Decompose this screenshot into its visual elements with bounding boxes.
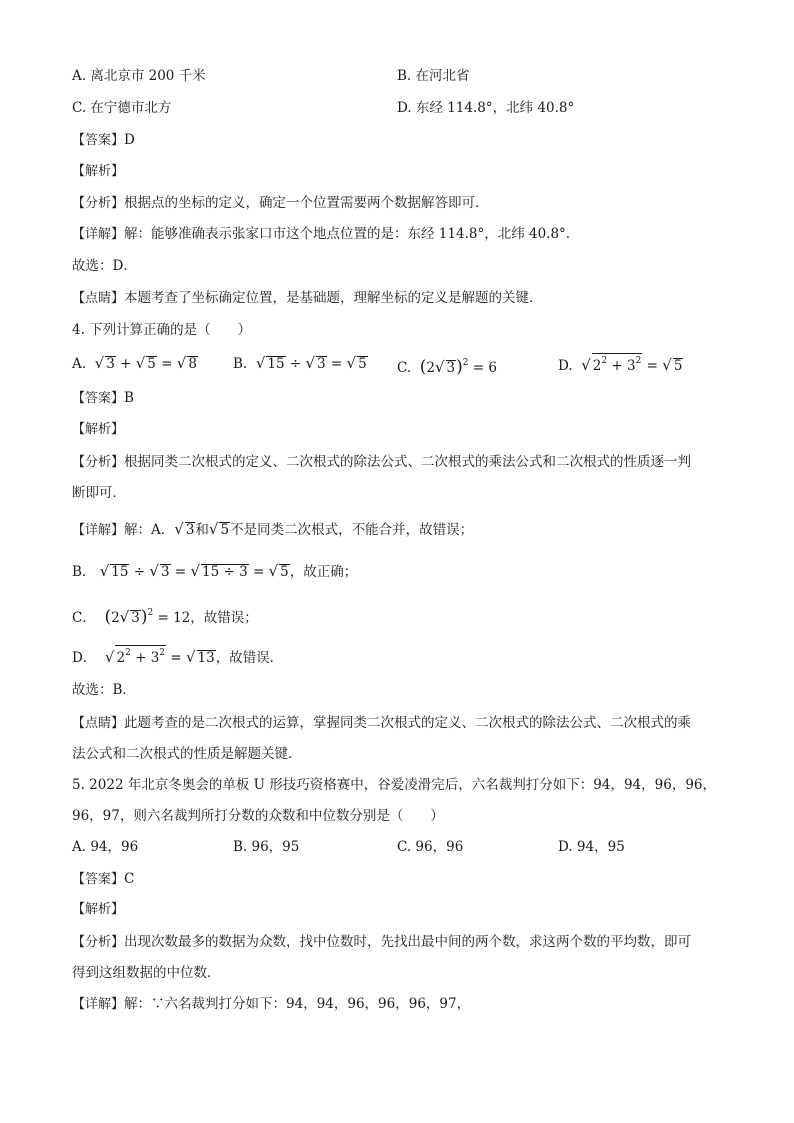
q3-fenxi [72,193,489,214]
q4-xiangjie-b: B． √ 15 ÷ √ 3 = √ 15 ÷ 3 = √ 5，故正确； [72,562,358,580]
q5-jiexi-tag: 【解析】 [72,902,125,917]
q3-option-d: D. 东经 114.8°，北纬 40.8° [397,100,575,116]
q4-xiangjie-c: C． (2√ 3)$^2$ = 12，故错误； [72,607,258,627]
q4-option-a-label: A. [72,356,87,372]
q4-option-b: B. √ 15 ÷ √ 3 = √ 5 [233,354,367,372]
xiangjie-b-label: B． [72,564,96,580]
q4-xiangjie-d: D． √ $2^2 + 3^2$ = √ 13，故错误． [72,645,283,668]
fenxi-tag: 【分析】 [72,196,125,211]
xiangjie-text: 解：∵六名裁判打分如下：94，94，96，96，96，97， [124,996,471,1012]
fenxi-text: 出现次数最多的数据为众数，找中位数时，先找出最中间的两个数，求这两个数的平均数，即可 [124,934,692,950]
answer-tag: 【答案】 [72,872,125,887]
q3-answer [72,130,135,151]
answer-tag: 【答案】 [72,133,125,148]
q5-stem-line1: 5. 2022 年北京冬奥会的单板 U 形技巧资格赛中，谷爱凌滑完后，六名裁判打分如下：94，94，96，96， [72,777,716,793]
fenxi-tag: 【分析】 [72,935,125,950]
fenxi-tag: 【分析】 [72,455,125,470]
q4-option-c-label: C. [397,360,412,376]
q3-jiexi-tag: 【解析】 [72,164,125,179]
xiangjie-a-suffix: 不是同类二次根式，不能合并，故错误； [230,522,474,538]
q5-option-b: B. 96，95 [233,839,300,855]
q4-option-a: A. √ 3 + √ 5 = √ 8 [72,354,197,372]
answer-tag: 【答案】 [72,391,125,406]
xiangjie-tag: 【详解】 [72,227,125,242]
q5-option-d: D. 94，95 [558,839,625,855]
q4-option-d: D. √ $2^2 + 3^2$ = √ 5 [558,353,683,376]
q4-option-d-label: D. [558,358,573,374]
q4-dianjing-line2: 法公式和二次根式的性质是解题关键． [72,746,302,762]
q4-fenxi-line1 [72,452,691,473]
q4-jiexi-tag: 【解析】 [72,422,125,437]
q4-guxuan: 故选：B． [72,682,136,698]
q5-answer [72,869,134,890]
q4-fenxi-line2: 断即可． [72,485,126,501]
q4-dianjing-line1 [72,713,691,734]
q3-option-b: B. 在河北省 [397,68,470,84]
xiangjie-c-label: C． [72,610,96,626]
answer-value: C [124,871,135,887]
q4-option-b-label: B. [233,356,248,372]
q5-stem-line2: 96，97，则六名裁判所打分数的众数和中位数分别是（ ） [72,808,444,824]
q3-dianjing [72,288,543,309]
q5-fenxi-line1 [72,932,691,953]
dianjing-text: 本题考查了坐标确定位置，是基础题，理解坐标的定义是解题的关键． [124,290,543,306]
fenxi-text: 根据点的坐标的定义，确定一个位置需要两个数据解答即可． [124,195,489,211]
q5-option-c: C. 96，96 [397,839,464,855]
q3-guxuan: 故选：D． [72,258,137,274]
q3-xiangjie [72,224,579,245]
xiangjie-b-suffix: ，故正确； [289,564,358,580]
q3-option-a: A. 离北京市 200 千米 [72,68,206,84]
xiangjie-d-label: D． [72,650,97,666]
q5-option-a: A. 94，96 [72,839,139,855]
q4-stem: 4. 下列计算正确的是（ ） [72,322,252,338]
dianjing-text: 此题考查的是二次根式的运算，掌握同类二次根式的定义、二次根式的除法公式、二次根式的乘 [124,715,692,731]
q5-fenxi-line2: 得到这组数据的中位数． [72,965,221,981]
dianjing-tag: 【点睛】 [72,291,125,306]
xiangjie-text: 解：能够准确表示张家口市这个地点位置的是：东经 114.8°，北纬 40.8°． [124,226,580,242]
xiangjie-c-suffix: ，故错误； [190,610,258,626]
answer-value: D [124,132,135,148]
q4-option-c: C. (2√ 3)$^2$ = 6 [397,357,497,377]
answer-value: B [124,390,134,406]
xiangjie-tag: 【详解】 [72,523,125,538]
q3-option-c: C. 在宁德市北方 [72,100,172,116]
xiangjie-a-prefix: 解：A． [124,522,175,538]
xiangjie-d-suffix: ，故错误． [215,650,284,666]
q4-answer [72,388,134,409]
xiangjie-tag: 【详解】 [72,997,125,1012]
q4-xiangjie-a: 【详解】解：A．√ 3和√ 5不是同类二次根式，不能合并，故错误； [72,520,474,538]
q5-xiangjie [72,994,470,1015]
dianjing-tag: 【点睛】 [72,716,125,731]
fenxi-text: 根据同类二次根式的定义、二次根式的除法公式、二次根式的乘法公式和二次根式的性质逐一判 [124,454,692,470]
